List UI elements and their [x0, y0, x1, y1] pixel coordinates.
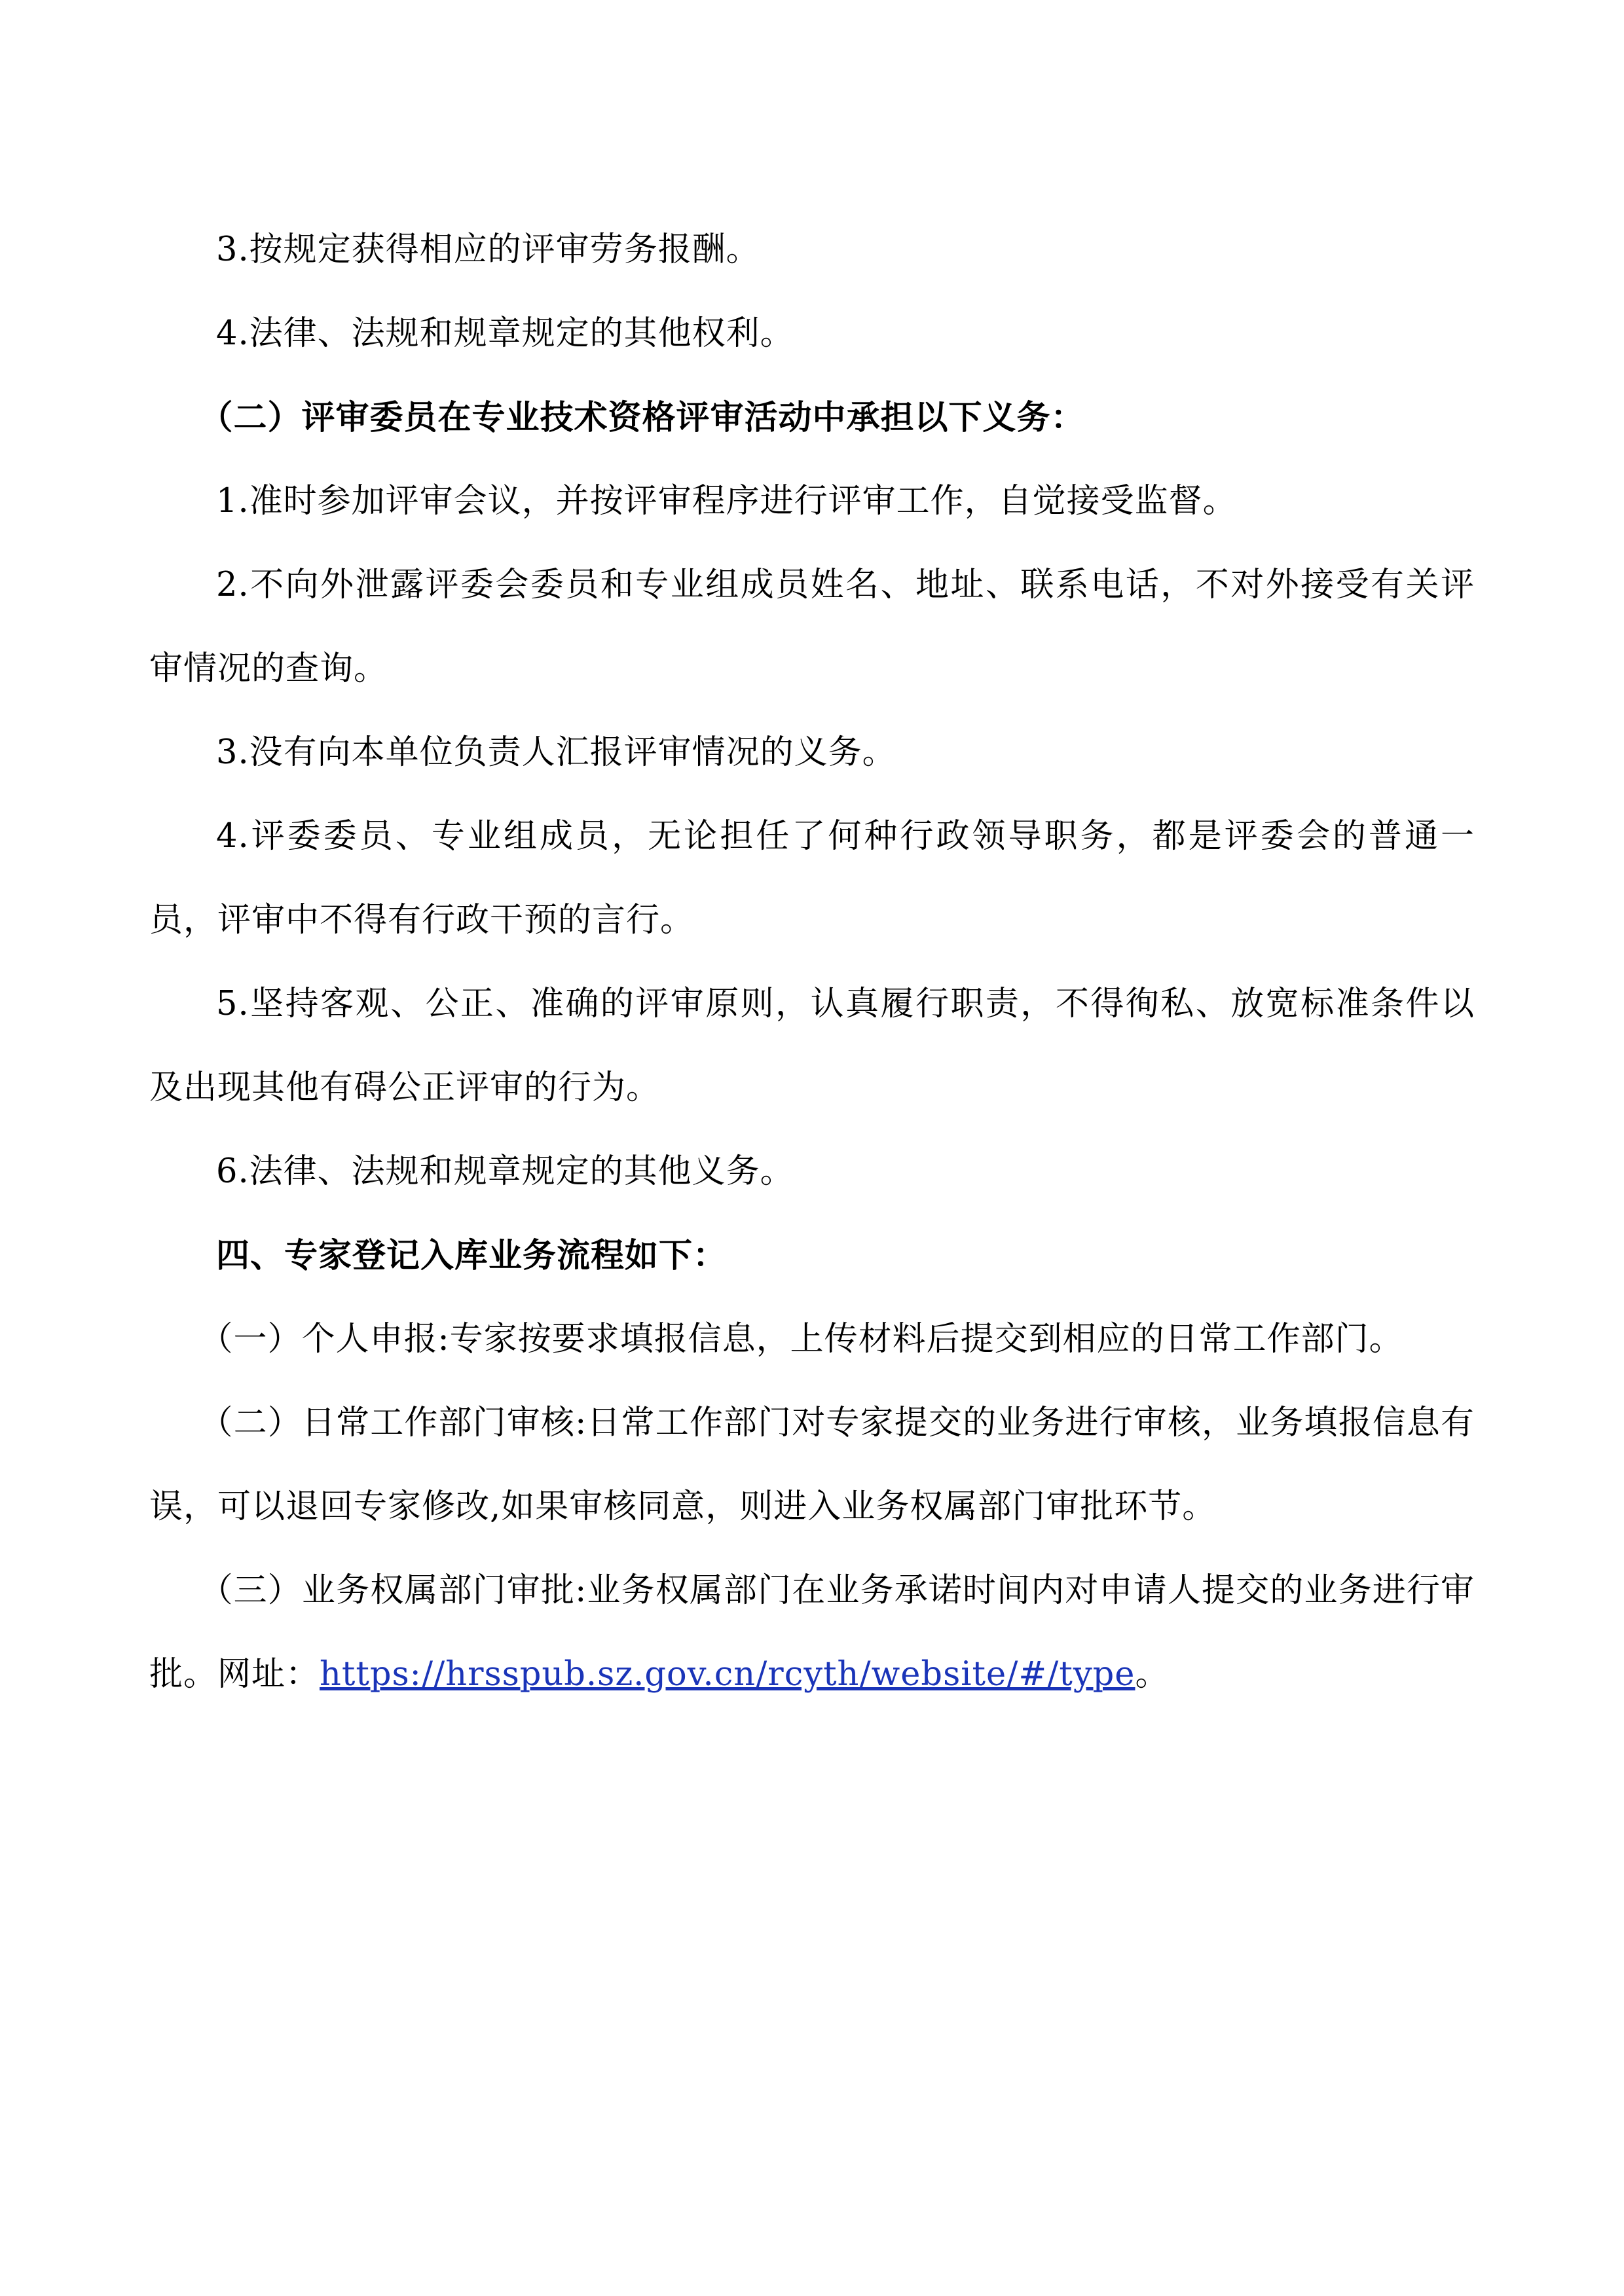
paragraph-workflow-3	[149, 1549, 1475, 1717]
paragraph-obligation-3: 3.没有向本单位负责人汇报评审情况的义务。	[216, 733, 896, 772]
paragraph-obligation-4: 4.评委委员、专业组成员，无论担任了何种行政领导职务，都是评委会的普通一员，评审中不得有行政干预的言行。	[149, 817, 1475, 939]
section-heading-workflow: 四、专家登记入库业务流程如下：	[216, 1236, 728, 1275]
paragraph-obligation-2: 2.不向外泄露评委会委员和专业组成员姓名、地址、联系电话，不对外接受有关评审情况的查询。	[149, 566, 1475, 688]
paragraph-obligation-6: 6.法律、法规和规章规定的其他义务。	[216, 1152, 794, 1191]
document-body	[149, 208, 1475, 1717]
workflow-3-text: （三）业务权属部门审批:业务权属部门在业务承诺时间内对申请人提交的业务进行审批。网址：	[149, 1571, 1475, 1694]
section-heading-obligations: （二）评审委员在专业技术资格评审活动中承担以下义务：	[199, 398, 1085, 437]
paragraph-workflow-2: （二）日常工作部门审核:日常工作部门对专家提交的业务进行审核，业务填报信息有误，可以退回专家修改,如果审核同意，则进入业务权属部门审批环节。	[149, 1404, 1475, 1526]
workflow-3-end: 。	[1135, 1655, 1170, 1694]
paragraph-workflow-1: （一）个人申报:专家按要求填报信息，上传材料后提交到相应的日常工作部门。	[199, 1320, 1403, 1358]
paragraph-obligation-1: 1.准时参加评审会议，并按评审程序进行评审工作，自觉接受监督。	[216, 482, 1237, 520]
website-link[interactable]: https://hrsspub.sz.gov.cn/rcyth/website/#/type	[320, 1655, 1135, 1694]
paragraph-right-3: 3.按规定获得相应的评审劳务报酬。	[216, 230, 760, 269]
paragraph-obligation-5: 5.坚持客观、公正、准确的评审原则，认真履行职责，不得徇私、放宽标准条件以及出现其他有碍公正评审的行为。	[149, 985, 1475, 1107]
paragraph-right-4: 4.法律、法规和规章规定的其他权利。	[216, 314, 794, 353]
